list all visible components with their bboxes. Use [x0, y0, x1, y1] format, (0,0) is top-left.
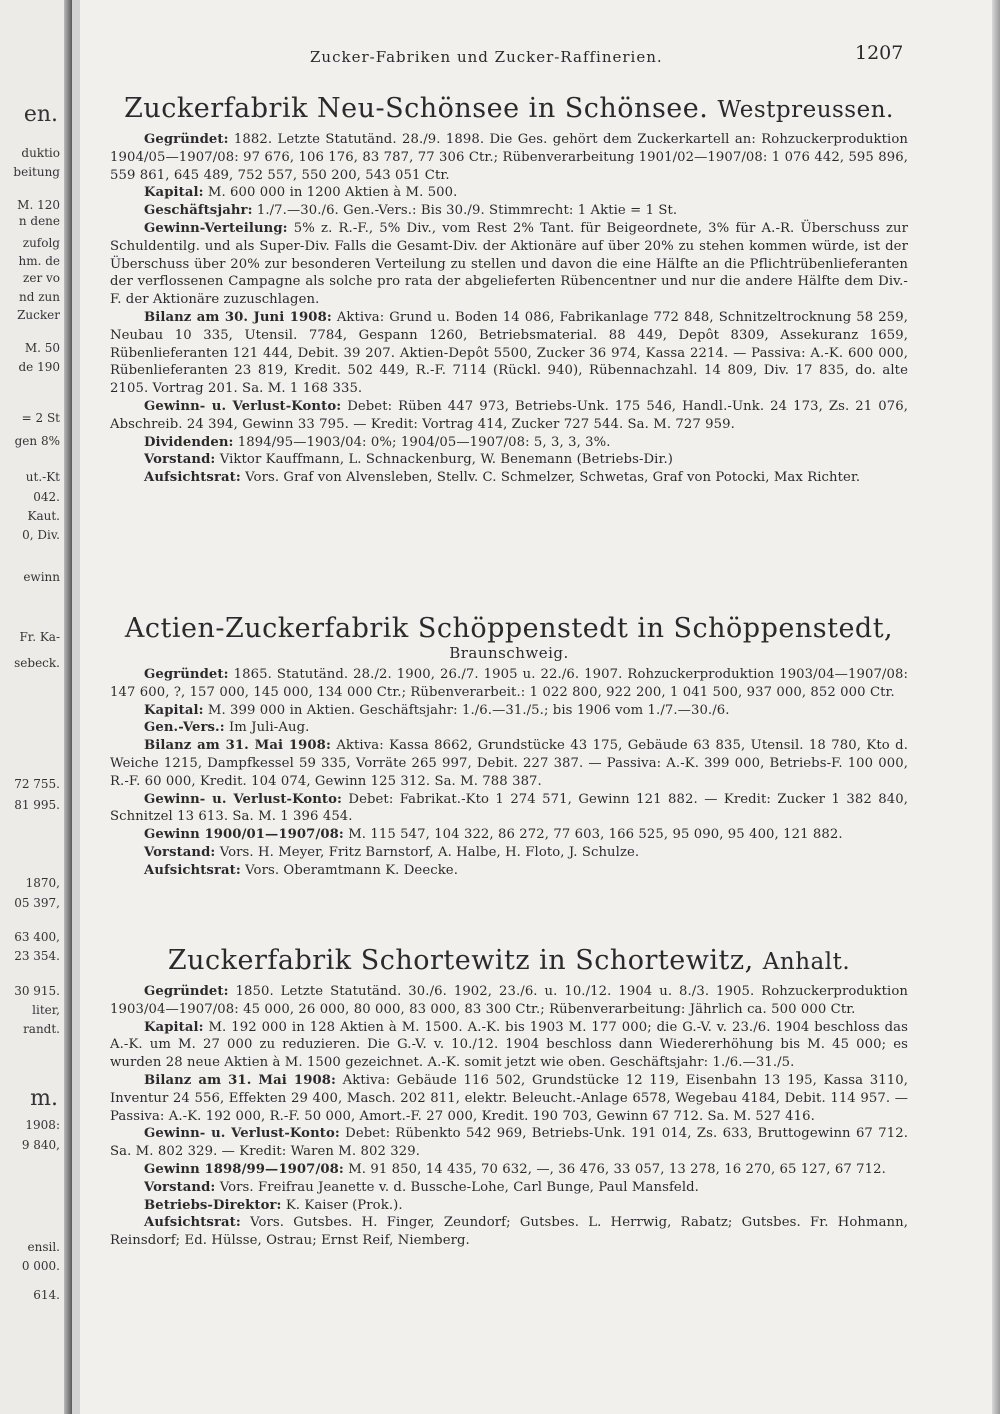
entry-title-text: Actien-Zuckerfabrik Schöppenstedt in Schöppenstedt, — [124, 613, 894, 644]
paragraph-text: Debet: Rübenkto 542 969, Betriebs-Unk. 191 014, Zs. 633, Bruttogewinn 67 712. Sa. M. 802 329. — Kredit: Waren M. 802 329. — [110, 1126, 908, 1160]
paragraph-text: Aktiva: Gebäude 116 502, Grundstücke 12 119, Eisenbahn 13 195, Kassa 3110, Inventur 24 556, Effekten 29 400, Masch. 202 811, elektr. Beleucht.-Anlage 6578, Wegebau 4184, Debit. 114 957. — Passiva: A.-K. 192 000, R.-F. 50 000, Amort.-F. 27 000, Kredit. 190 703, Gewinn 67 712. Sa. M. 527 416. — [110, 1072, 908, 1124]
paragraph-text: Vors. Freifrau Jeanette v. d. Bussche-Lohe, Carl Bunge, Paul Mansfeld. — [219, 1179, 699, 1195]
paragraph-label: Gegründet: — [144, 984, 229, 999]
left-page-fragment: Fr. Ka- — [19, 630, 60, 644]
entry-paragraph — [110, 983, 908, 1019]
paragraph-label: Betriebs-Direktor: — [144, 1197, 282, 1213]
left-page-fragment: 042. — [33, 490, 60, 504]
paragraph-text: 1865. Statutänd. 28./2. 1900, 26./7. 1905 u. 22./6. 1907. Rohzuckerproduktion 1903/04—1907/08: 147 600, ?, 157 000, 145 000, 134 000 Ctr.; Rübenverarbeit.: 1 022 800, 922 200, 1 041 500, 937 000, 852 000 Ctr. — [110, 667, 908, 700]
left-page-fragment: gen 8% — [14, 434, 60, 448]
left-page-fragment: M. 50 — [24, 341, 60, 355]
paragraph-label: Aufsichtsrat: — [144, 862, 241, 878]
paragraph-label: Vorstand: — [144, 844, 216, 860]
left-page-fragment: beitung — [13, 165, 60, 179]
paragraph-text: M. 600 000 in 1200 Aktien à M. 500. — [207, 185, 458, 201]
paragraph-label: Aufsichtsrat: — [144, 1215, 241, 1231]
paragraph-label: Kapital: — [144, 185, 204, 201]
paragraph-label: Gewinn 1898/99—1907/08: — [144, 1161, 344, 1177]
paragraph-label: Gewinn- u. Verlust-Konto: — [144, 1126, 340, 1142]
left-page-strip — [0, 0, 72, 1414]
paragraph-text: 1882. Letzte Statutänd. 28./9. 1898. Die Ges. gehört dem Zuckerkartell an: Rohzuckerproduktion 1904/05—1907/08: 97 676, 106 176, 83 787, 77 306 Ctr.; Rübenverarbeitung 1901/02—1907/08: 1 076 442, 595 896, 559 861, 645 489, 752 557, 550 200, 543 051 Ctr. — [110, 132, 908, 183]
paragraph-label: Gewinn 1900/01—1907/08: — [144, 827, 344, 843]
entry-body — [110, 131, 908, 487]
left-page-fragment: 1908: — [25, 1118, 60, 1132]
left-page-fragment: 9 840, — [21, 1138, 60, 1152]
entry-schortewitz — [110, 944, 908, 1250]
entry-paragraph — [110, 202, 908, 220]
left-page-fragment: = 2 St — [21, 411, 60, 425]
left-page-fragment: en. — [23, 102, 58, 127]
paragraph-text: Im Juli-Aug. — [228, 720, 310, 736]
left-page-fragment: nd zun — [18, 290, 60, 304]
entry-paragraph — [110, 1019, 908, 1072]
entry-paragraph — [110, 1161, 908, 1179]
document-page — [80, 0, 992, 1414]
left-page-fragment: Kaut. — [27, 509, 60, 523]
paragraph-label: Gegründet: — [144, 132, 229, 147]
running-title: Zucker-Fabriken und Zucker-Raffinerien. — [310, 48, 663, 66]
entry-paragraph — [110, 398, 908, 434]
left-page-fragment: 23 354. — [14, 949, 60, 963]
paragraph-label: Kapital: — [144, 1019, 204, 1035]
left-page-fragment: zer vo — [23, 271, 60, 285]
paragraph-label: Gewinn- u. Verlust-Konto: — [144, 791, 342, 807]
entry-paragraph — [110, 702, 908, 720]
entry-paragraph — [110, 862, 908, 880]
entry-paragraph — [110, 469, 908, 487]
paragraph-text: Vors. Gutsbes. H. Finger, Zeundorf; Gutsbes. L. Herrwig, Rabatz; Gutsbes. Fr. Hohmann, Reinsdorf; Ed. Hülsse, Ostrau; Ernst Reif, Niemberg. — [110, 1215, 909, 1249]
left-page-fragment: ensil. — [27, 1240, 60, 1254]
left-page-fragment: 72 755. — [14, 777, 60, 791]
entry-title-text: Zuckerfabrik Neu-Schönsee in Schönsee. — [124, 93, 709, 124]
entry-body — [110, 983, 908, 1250]
entry-paragraph — [110, 1072, 908, 1125]
paragraph-label: Gewinn-Verteilung: — [144, 220, 288, 236]
entry-paragraph — [110, 131, 908, 184]
entry-title-text: Zuckerfabrik Schortewitz in Schortewitz, — [167, 945, 754, 976]
left-page-fragment: duktio — [21, 146, 60, 160]
paragraph-text: Vors. Graf von Alvensleben, Stellv. C. Schmelzer, Schwetas, Graf von Potocki, Max Richter. — [245, 470, 861, 486]
entry-schoeppenstedt — [110, 612, 908, 880]
paragraph-text: Debet: Rüben 447 973, Betriebs-Unk. 175 546, Handl.-Unk. 24 173, Zs. 21 076, Abschreib. 24 394, Gewinn 33 795. — Kredit: Vortrag 414, Zucker 727 544. Sa. M. 727 959. — [110, 398, 908, 432]
paragraph-text: 1850. Letzte Statutänd. 30./6. 1902, 23./6. u. 10./12. 1904 u. 8./3. 1905. Rohzuckerproduktion 1903/04—1907/08: 45 000, 26 000, 80 000, 83 000, 83 300 Ctr.; Rübenverarbeitung: Jährlich ca. 500 000 Ctr. — [110, 984, 908, 1017]
paragraph-text: Aktiva: Grund u. Boden 14 086, Fabrikanlage 772 848, Schnitzeltrocknung 58 259, Neubau 10 335, Utensil. 7784, Gespann 1260, Betriebsmaterial. 88 449, Depôt 8309, Assekuranz 1659, Rübenlieferanten 121 444, Debit. 39 207. Aktien-Depôt 5500, Zucker 36 974, Kassa 2214. — Passiva: A.-K. 600 000, Rübenlieferanten 23 819, Kredit. 502 449, R.-F. 7114 (Rückl. 940), Rübennachzahl. 14 809, Div. 17 835, do. alte 2105. Vortrag 201. Sa. M. 1 168 335. — [110, 309, 908, 397]
left-page-fragment: zufolg — [22, 236, 60, 250]
entry-title-location: Anhalt. — [762, 949, 851, 975]
left-page-fragment: 0, Div. — [22, 528, 60, 542]
paragraph-text: Debet: Fabrikat.-Kto 1 274 571, Gewinn 121 882. — Kredit: Zucker 1 382 840, Schnitzel 13 613. Sa. M. 1 396 454. — [110, 791, 908, 825]
paragraph-text: M. 91 850, 14 435, 70 632, —, 36 476, 33 057, 13 278, 16 270, 65 127, 67 712. — [348, 1161, 886, 1177]
entry-paragraph — [110, 737, 908, 790]
left-page-fragment: 1870, — [25, 876, 60, 890]
paragraph-text: 1894/95—1903/04: 0%; 1904/05—1907/08: 5, 3, 3, 3%. — [237, 434, 611, 450]
paragraph-text: 5% z. R.-F., 5% Div., vom Rest 2% Tant. für Beigeordnete, 3% für A.-R. Überschuss zur Schuldentilg. und als Super-Div. Falls die Gesamt-Div. der Aktionäre auf über 20% zu stehen kommen würde, ist der Überschuss über 20% zur besonderen Verteilung zu stellen und davon die eine Hälfte an die Pflichtrübenlieferanten der verflossenen Campagne als solche pro rata der abgelieferten Rübencentner und nur die andere Hälfte dem Div.-F. der Aktionäre zuzuschlagen. — [110, 220, 908, 308]
entry-paragraph — [110, 451, 908, 469]
entry-title — [110, 612, 908, 646]
left-page-fragment: de 190 — [18, 360, 60, 374]
paragraph-label: Bilanz am 31. Mai 1908: — [144, 738, 331, 754]
left-page-fragment: 614. — [33, 1288, 60, 1302]
paragraph-text: Aktiva: Kassa 8662, Grundstücke 43 175, Gebäude 63 835, Utensil. 18 780, Kto d. Weiche 1215, Dampfkessel 59 335, Vorräte 265 997, Debit. 227 387. — Passiva: A.-K. 399 000, Betriebs-F. 100 000, R.-F. 60 000, Kredit. 104 074, Gewinn 125 312. Sa. M. 788 387. — [110, 738, 909, 789]
running-header — [80, 42, 992, 70]
paragraph-label: Bilanz am 31. Mai 1908: — [144, 1072, 336, 1088]
entry-paragraph — [110, 791, 908, 827]
entry-paragraph — [110, 666, 908, 702]
entry-body — [110, 666, 908, 880]
paragraph-text: K. Kaiser (Prok.). — [285, 1197, 403, 1213]
left-page-fragment: 05 397, — [14, 896, 60, 910]
page-right-edge — [992, 0, 1000, 1414]
paragraph-label: Dividenden: — [144, 434, 234, 450]
entry-paragraph — [110, 309, 908, 398]
paragraph-label: Bilanz am 30. Juni 1908: — [144, 309, 332, 325]
paragraph-text: Viktor Kauffmann, L. Schnackenburg, W. Benemann (Betriebs-Dir.) — [219, 452, 673, 468]
page-gutter — [64, 0, 72, 1414]
left-page-fragment: ewinn — [23, 570, 60, 584]
paragraph-text: M. 399 000 in Aktien. Geschäftsjahr: 1./6.—31./5.; bis 1906 vom 1./7.—30./6. — [207, 702, 730, 718]
entry-title-location: Westpreussen. — [717, 97, 894, 123]
paragraph-text: M. 192 000 in 128 Aktien à M. 1500. A.-K. bis 1903 M. 177 000; die G.-V. v. 23./6. 1904 beschloss das A.-K. um M. 27 000 zu reduzieren. Die G.-V. v. 10./12. 1904 beschloss dann Wiedererhöhung bis M. 45 000; es wurden 28 neue Aktien à M. 1500 gezeichnet. A.-K. somit jetzt wie oben. Geschäftsjahr: 1./6.—31./5. — [110, 1019, 908, 1071]
entry-paragraph — [110, 184, 908, 202]
entry-title — [110, 92, 908, 127]
left-page-fragment: 81 995. — [14, 798, 60, 812]
entry-paragraph — [110, 220, 908, 309]
paragraph-label: Gewinn- u. Verlust-Konto: — [144, 398, 342, 414]
paragraph-label: Gen.-Vers.: — [144, 720, 225, 736]
paragraph-text: 1./7.—30./6. Gen.-Vers.: Bis 30./9. Stimmrecht: 1 Aktie = 1 St. — [256, 203, 678, 219]
paragraph-label: Aufsichtsrat: — [144, 470, 241, 486]
left-page-fragment: n dene — [18, 214, 60, 228]
left-page-fragment: m. — [30, 1086, 58, 1111]
entry-paragraph — [110, 434, 908, 452]
left-page-fragment: hm. de — [18, 254, 60, 268]
paragraph-label: Geschäftsjahr: — [144, 203, 253, 219]
entry-paragraph — [110, 1197, 908, 1215]
left-page-fragment: 0 000. — [21, 1259, 60, 1273]
entry-paragraph — [110, 826, 908, 844]
entry-paragraph — [110, 1214, 908, 1250]
left-page-fragment: ut.-Kt — [25, 470, 60, 484]
left-page-fragment: sebeck. — [14, 656, 60, 670]
left-page-fragment: randt. — [23, 1022, 60, 1036]
paragraph-label: Vorstand: — [144, 1179, 216, 1195]
entry-paragraph — [110, 1179, 908, 1197]
entry-sublocation: Braunschweig. — [449, 644, 569, 662]
entry-neu-schoensee — [110, 92, 908, 487]
paragraph-text: M. 115 547, 104 322, 86 272, 77 603, 166 525, 95 090, 95 400, 121 882. — [348, 827, 843, 843]
left-page-fragment: M. 120 — [17, 198, 60, 212]
left-page-fragment: 63 400, — [14, 930, 60, 944]
entry-paragraph — [110, 719, 908, 737]
paragraph-label: Vorstand: — [144, 452, 216, 468]
left-page-fragment: Zucker — [17, 308, 60, 322]
left-page-fragment: 30 915. — [14, 984, 60, 998]
left-page-fragment: liter, — [32, 1003, 60, 1017]
entry-paragraph — [110, 1125, 908, 1161]
paragraph-text: Vors. Oberamtmann K. Deecke. — [245, 862, 458, 878]
paragraph-text: Vors. H. Meyer, Fritz Barnstorf, A. Halbe, H. Floto, J. Schulze. — [219, 844, 640, 860]
paragraph-label: Gegründet: — [144, 667, 229, 682]
entry-paragraph — [110, 844, 908, 862]
page-number: 1207 — [855, 42, 904, 64]
paragraph-label: Kapital: — [144, 702, 204, 718]
entry-title — [110, 944, 908, 979]
